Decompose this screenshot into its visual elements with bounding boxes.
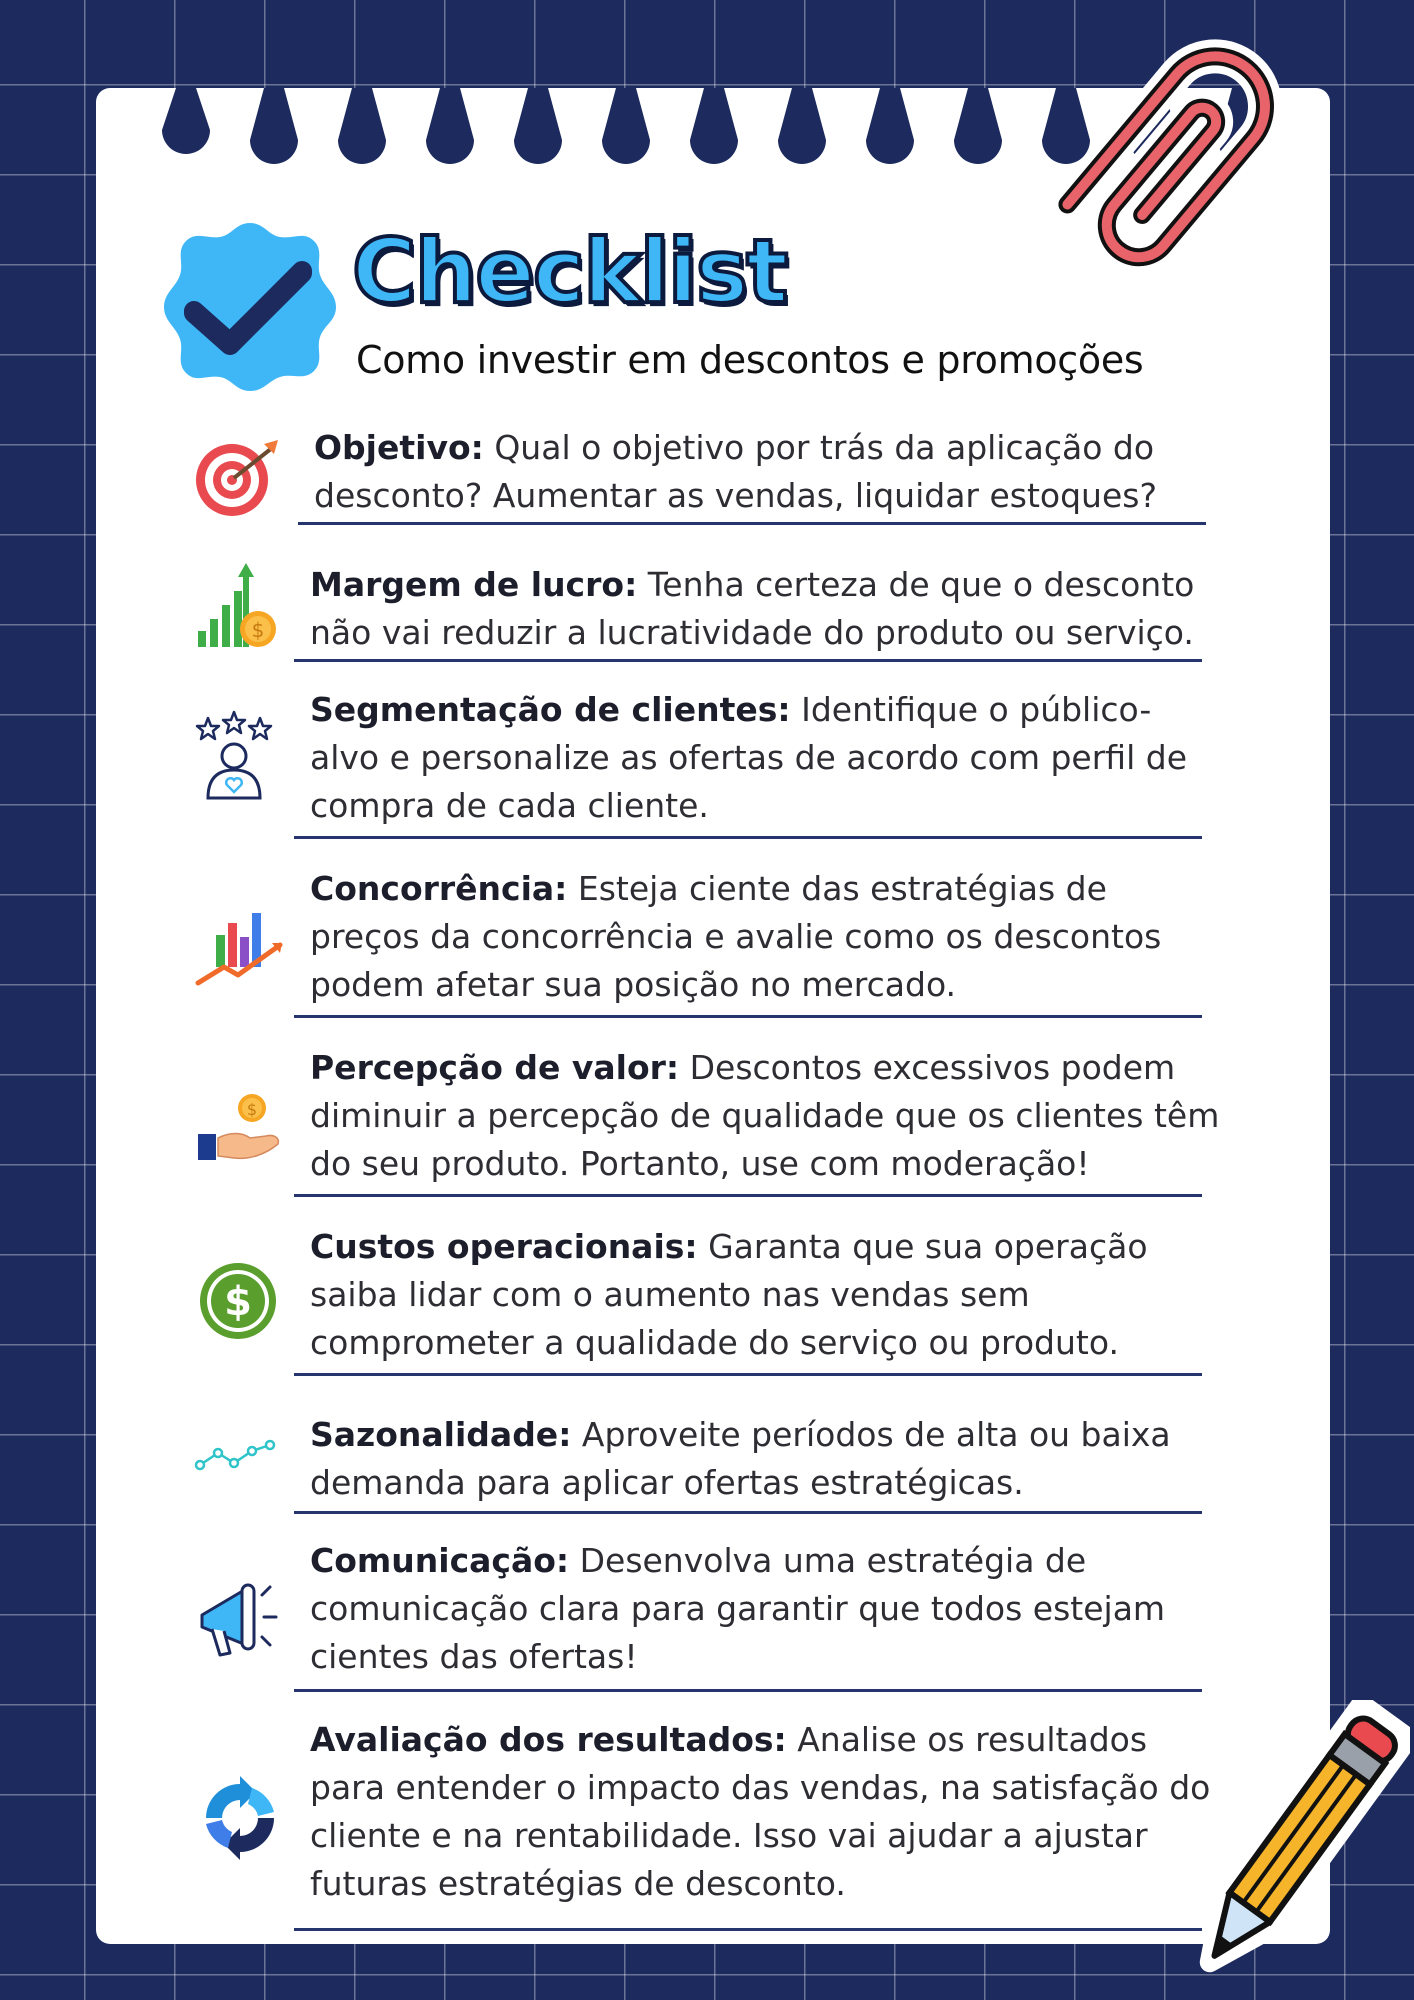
item-text [314, 424, 1224, 520]
item-label: Avaliação dos resultados: [310, 1720, 787, 1759]
item-text [310, 1044, 1220, 1188]
item-text [310, 686, 1220, 830]
item-divider [294, 1928, 1202, 1931]
svg-text:$: $ [246, 1100, 258, 1119]
item-label: Margem de lucro: [310, 565, 638, 604]
item-description: Desenvolva uma estratégia de comunicação clara para garantir que todos estejam cientes das ofertas! [310, 1541, 1166, 1676]
svg-text:$: $ [224, 1279, 252, 1325]
svg-text:$: $ [251, 618, 265, 642]
item-divider [294, 1511, 1202, 1514]
item-label: Percepção de valor: [310, 1048, 680, 1087]
item-divider [294, 1015, 1202, 1018]
item-label: Objetivo: [314, 428, 484, 467]
item-divider [294, 1373, 1202, 1376]
trend-line-icon [194, 1411, 284, 1501]
item-label: Custos operacionais: [310, 1227, 698, 1266]
item-description: Aproveite períodos de alta ou baixa demanda para aplicar ofertas estratégicas. [310, 1415, 1171, 1502]
item-divider [294, 1689, 1202, 1692]
item-label: Sazonalidade: [310, 1415, 572, 1454]
item-description: Analise os resultados para entender o impacto das vendas, na satisfação do cliente e na rentabilidade. Isso vai ajudar a ajustar futuras estratégias de desconto. [310, 1720, 1211, 1903]
item-description: Descontos excessivos podem diminuir a percepção de qualidade que os clientes têm do seu produto. Portanto, use com moderação! [310, 1048, 1220, 1183]
item-text [310, 1411, 1220, 1507]
page-title: Checklist [352, 220, 787, 323]
item-text [310, 865, 1220, 1009]
competition-chart-icon [194, 901, 284, 991]
item-divider [294, 836, 1202, 839]
item-description: Identifique o público-alvo e personalize as ofertas de acordo com perfil de compra de cada cliente. [310, 690, 1187, 825]
item-description: Garanta que sua operação saiba lidar com o aumento nas vendas sem comprometer a qualidade do serviço ou produto. [310, 1227, 1148, 1362]
item-label: Segmentação de clientes: [310, 690, 791, 729]
item-description: Tenha certeza de que o desconto não vai reduzir a lucratividade do produto ou serviço. [310, 565, 1195, 652]
item-text [310, 1537, 1220, 1681]
hand-coin-icon [194, 1086, 284, 1176]
pencil-icon [1180, 1700, 1410, 1990]
check-badge-icon [160, 215, 340, 395]
item-divider [298, 522, 1206, 525]
item-label: Comunicação: [310, 1541, 570, 1580]
customer-stars-icon [194, 710, 284, 800]
item-label: Concorrência: [310, 869, 568, 908]
cycle-arrows-icon [194, 1772, 284, 1862]
megaphone-icon [194, 1575, 284, 1665]
paperclip-icon [1050, 30, 1290, 290]
item-divider [294, 1194, 1202, 1197]
item-description: Esteja ciente das estratégias de preços da concorrência e avalie como os descontos podem afetar sua posição no mercado. [310, 869, 1162, 1004]
page-subtitle: Como investir em descontos e promoções [356, 338, 1144, 382]
dollar-coin-icon [194, 1255, 284, 1345]
item-text [310, 1716, 1220, 1908]
target-icon [194, 432, 284, 522]
item-text [310, 1223, 1220, 1367]
profit-chart-icon [194, 561, 284, 651]
item-text [310, 561, 1220, 657]
item-description: Qual o objetivo por trás da aplicação do desconto? Aumentar as vendas, liquidar estoques? [314, 428, 1157, 515]
item-divider [294, 659, 1202, 662]
